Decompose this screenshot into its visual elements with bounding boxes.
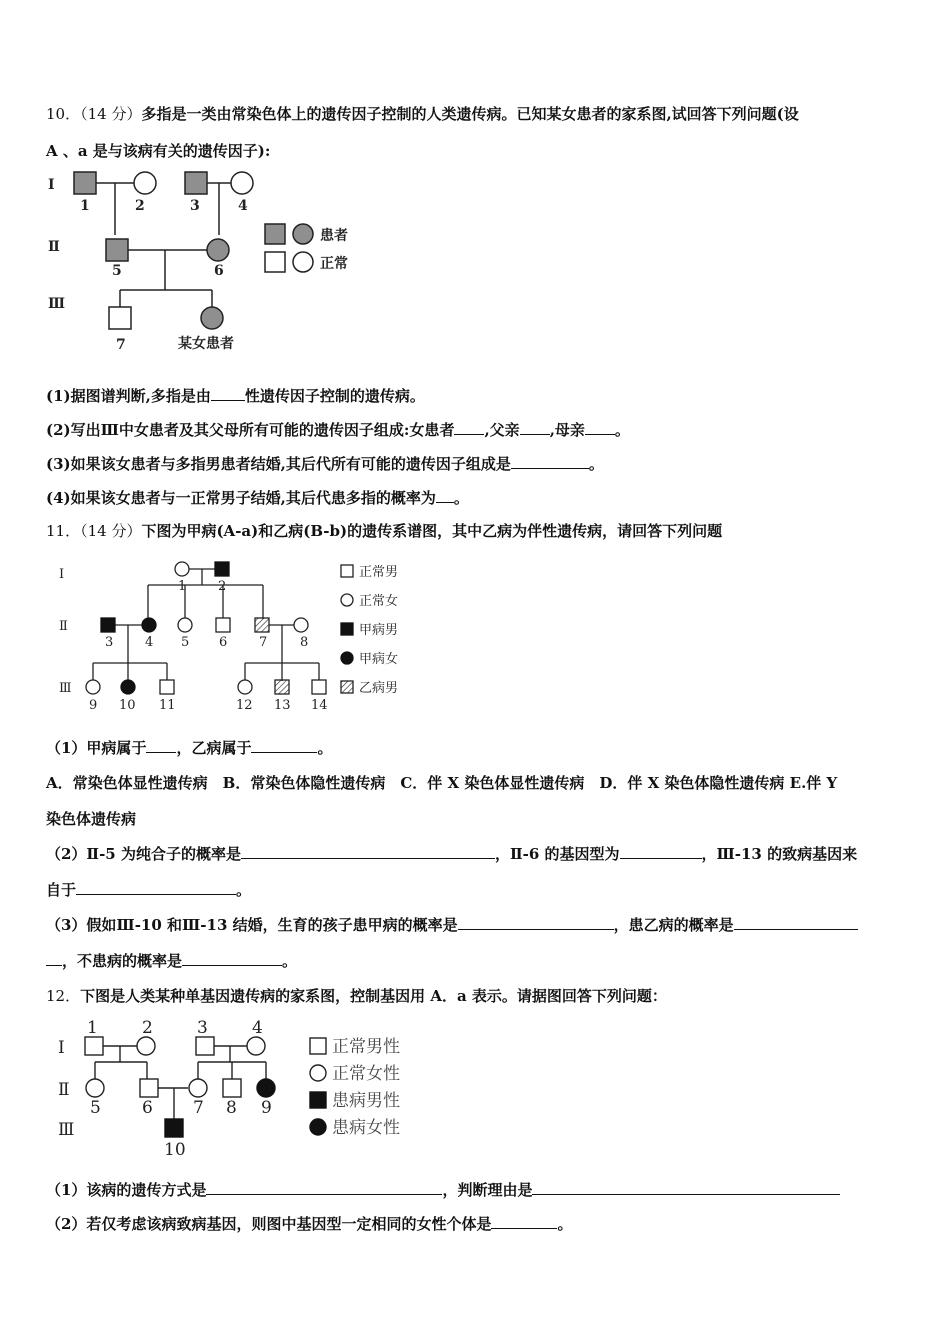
q12-individual-10-affected-male — [165, 1119, 183, 1137]
q10-sub2-blank-female[interactable] — [454, 420, 484, 435]
q11-stem-text: 下图为甲病(A-a)和乙病(B-b)的遗传系谱图，其中乙病为伴性遗传病，请回答下列问题 — [141, 522, 723, 540]
q12-id-9: 9 — [261, 1098, 272, 1118]
q11-individual-7-yi-male — [255, 618, 269, 632]
q12-individual-2-normal-female — [137, 1037, 155, 1055]
q11-legend-label-5: 乙病男 — [359, 681, 399, 696]
q11-individual-13-yi-male — [275, 680, 289, 694]
q11-legend-label-4: 甲病女 — [359, 652, 399, 667]
q11-sub3-text-c: ，不患病的概率是 — [62, 952, 183, 970]
q11-individual-10-jia-female — [121, 680, 135, 694]
q12-legend-label-4: 患病女性 — [332, 1118, 400, 1138]
q11-legend-label-1: 正常男 — [359, 565, 399, 580]
q11-sub2-text-c: ，Ⅲ-13 的致病基因来 — [701, 845, 858, 863]
q10-individual-7-normal-male — [109, 307, 131, 329]
q11-id-4: 4 — [145, 635, 154, 650]
q11-sub3-cont — [46, 950, 297, 971]
q11-individual-14-normal-male — [312, 680, 326, 694]
q11-id-13: 13 — [274, 698, 291, 713]
q12-individual-5-normal-female — [86, 1079, 104, 1097]
q10-sub3-blank[interactable] — [511, 454, 589, 469]
q11-individual-6-normal-male — [216, 618, 230, 632]
q11-sub2-cont — [46, 879, 251, 900]
q12-id-2: 2 — [142, 1018, 153, 1038]
q12-stem-text: 下图是人类某种单基因遗传病的家系图，控制基因用 A．a 表示。请据图回答下列问题： — [80, 987, 667, 1005]
q12-sub2-text-a: （2）若仅考虑该病致病基因，则图中基因型一定相同的女性个体是 — [46, 1215, 492, 1233]
q10-legend-normal-square — [265, 252, 285, 272]
q10-sub2 — [46, 419, 630, 440]
q11-id-12: 12 — [236, 698, 253, 713]
q11-legend-label-3: 甲病男 — [359, 623, 399, 638]
q12-id-3: 3 — [197, 1018, 208, 1038]
q10-number: 10． — [46, 105, 81, 123]
q10-sub2-text-c: ,母亲 — [549, 421, 585, 439]
q11-sub2-blank-genotype[interactable] — [620, 844, 702, 859]
q12-individual-6-normal-male — [140, 1079, 158, 1097]
q10-sub3-text-a: (3)如果该女患者与多指男患者结婚,其后代所有可能的遗传因子组成是 — [46, 455, 511, 473]
q11-sub1-blank-yi[interactable] — [251, 738, 317, 753]
q11-id-3: 3 — [105, 635, 114, 650]
q11-id-5: 5 — [181, 635, 190, 650]
q10-individual-2-normal-female — [134, 172, 156, 194]
q10-gen-label-1: Ⅰ — [48, 177, 55, 193]
q10-proband-affected-female — [201, 307, 223, 329]
q12-legend-normal-male-icon — [310, 1038, 326, 1054]
q11-sub3-blank-yi-cont[interactable] — [46, 951, 62, 966]
q11-legend-normal-male-icon — [341, 565, 353, 577]
q11-individual-8-normal-female — [294, 618, 308, 632]
q12-id-10: 10 — [164, 1140, 186, 1160]
q12-individual-4-normal-female — [247, 1037, 265, 1055]
q11-sub2 — [46, 843, 857, 864]
q12-individual-1-normal-male — [85, 1037, 103, 1055]
q10-sub3 — [46, 453, 604, 474]
q11-individual-3-jia-male — [101, 618, 115, 632]
q11-sub3-blank-yi[interactable] — [734, 915, 858, 930]
q10-stem-line1 — [46, 103, 799, 124]
q10-id-2: 2 — [135, 198, 145, 214]
q10-sub2-text-a: (2)写出Ⅲ中女患者及其父母所有可能的遗传因子组成:女患者 — [46, 421, 455, 439]
q12-legend-affected-female-icon — [310, 1119, 326, 1135]
q12-legend-label-3: 患病男性 — [332, 1091, 400, 1111]
q10-id-3: 3 — [190, 198, 200, 214]
q11-sub2-text-d: 自于 — [46, 881, 77, 899]
q11-sub2-text-b: ，Ⅱ-6 的基因型为 — [494, 845, 620, 863]
q12-pedigree-figure — [50, 1015, 420, 1160]
q12-number: 12． — [46, 987, 81, 1005]
q11-sub3 — [46, 914, 858, 935]
q10-id-6: 6 — [214, 263, 224, 279]
q12-individual-3-normal-male — [196, 1037, 214, 1055]
q10-legend-affected-circle — [293, 224, 313, 244]
q10-individual-1-affected-male — [74, 172, 96, 194]
q10-sub2-blank-mother[interactable] — [585, 420, 615, 435]
q11-sub1-text-b: ，乙病属于 — [176, 739, 252, 757]
q11-individual-2-jia-male — [215, 562, 229, 576]
q11-sub2-text-e: 。 — [236, 881, 252, 899]
q12-individual-7-normal-female — [189, 1079, 207, 1097]
q10-points: （14 分） — [80, 105, 142, 123]
q12-sub1 — [46, 1179, 840, 1200]
q12-sub1-text-a: （1）该病的遗传方式是 — [46, 1181, 207, 1199]
q10-legend-affected-label: 患者 — [320, 228, 348, 244]
q11-sub2-blank-source[interactable] — [76, 880, 236, 895]
q12-sub2-blank[interactable] — [491, 1214, 557, 1229]
q12-id-4: 4 — [252, 1018, 263, 1038]
q12-legend-affected-male-icon — [310, 1092, 326, 1108]
q10-individual-6-affected-female — [207, 239, 229, 261]
q12-individual-9-affected-female — [257, 1079, 275, 1097]
q12-id-6: 6 — [142, 1098, 153, 1118]
q12-stem — [46, 985, 667, 1006]
q11-gen-label-2: Ⅱ — [59, 619, 68, 634]
q10-gen-label-3: Ⅲ — [48, 296, 66, 312]
q11-legend-jia-female-icon — [341, 652, 353, 664]
q10-legend-normal-circle — [293, 252, 313, 272]
q11-sub1-text-a: （1）甲病属于 — [46, 739, 147, 757]
q10-id-1: 1 — [80, 198, 90, 214]
q11-id-14: 14 — [311, 698, 328, 713]
q11-individual-9-normal-female — [86, 680, 100, 694]
q11-individual-12-normal-female — [238, 680, 252, 694]
q11-sub1-blank-jia[interactable] — [146, 738, 176, 753]
q11-id-11: 11 — [159, 698, 176, 713]
q12-sub1-blank-mode[interactable] — [206, 1180, 442, 1195]
q10-pedigree-figure — [40, 165, 370, 360]
q11-individual-4-jia-female — [142, 618, 156, 632]
q12-sub2 — [46, 1213, 572, 1234]
q10-sub2-blank-father[interactable] — [520, 420, 550, 435]
q11-sub2-text-a: （2）Ⅱ-5 为纯合子的概率是 — [46, 845, 241, 863]
q11-sub3-text-b: ，患乙病的概率是 — [613, 916, 734, 934]
q12-id-5: 5 — [90, 1098, 101, 1118]
q11-individual-1-normal-female — [175, 562, 189, 576]
q11-sub1 — [46, 737, 332, 758]
q10-id-7: 7 — [116, 337, 126, 353]
q12-legend-label-2: 正常女性 — [332, 1064, 400, 1084]
q12-gen-label-1: Ⅰ — [58, 1038, 65, 1058]
q11-id-7: 7 — [259, 635, 268, 650]
q10-sub1 — [46, 385, 425, 406]
q10-sub2-text-b: ,父亲 — [484, 421, 520, 439]
q11-sub1-text-c: 。 — [317, 739, 333, 757]
q11-id-6: 6 — [219, 635, 228, 650]
q10-sub4-text-a: (4)如果该女患者与一正常男子结婚,其后代患多指的概率为 — [46, 489, 436, 507]
q11-options-line1: A．常染色体显性遗传病 B．常染色体隐性遗传病 C．伴 X 染色体显性遗传病 D．伴 X 染色体隐性遗传病 E.伴 Y — [46, 774, 838, 792]
q10-individual-5-affected-male — [106, 239, 128, 261]
q11-sub3-text-a: （3）假如Ⅲ-10 和Ⅲ-13 结婚，生育的孩子患甲病的概率是 — [46, 916, 458, 934]
q12-id-7: 7 — [193, 1098, 204, 1118]
q10-gen-label-2: Ⅱ — [48, 239, 60, 255]
q11-points: （14 分） — [80, 522, 142, 540]
q10-sub3-text-b: 。 — [588, 455, 604, 473]
q12-sub1-text-b: ，判断理由是 — [442, 1181, 533, 1199]
q11-sub2-blank-prob[interactable] — [241, 844, 495, 859]
q10-id-5: 5 — [112, 263, 122, 279]
q11-number: 11． — [46, 522, 81, 540]
q12-id-1: 1 — [87, 1018, 98, 1038]
q10-proband-label: 某女患者 — [178, 336, 234, 352]
q11-sub3-blank-jia[interactable] — [458, 915, 614, 930]
q10-sub1-blank[interactable] — [211, 386, 245, 401]
q11-legend-jia-male-icon — [341, 623, 353, 635]
q11-gen-label-3: Ⅲ — [59, 681, 72, 696]
q11-gen-label-1: Ⅰ — [59, 567, 65, 582]
q10-individual-4-normal-female — [231, 172, 253, 194]
q11-legend-label-2: 正常女 — [359, 594, 399, 609]
q11-id-10: 10 — [119, 698, 136, 713]
q11-pedigree-lines — [93, 569, 319, 681]
q11-pedigree-figure — [55, 555, 415, 715]
q12-sub1-blank-reason[interactable] — [532, 1180, 840, 1195]
q12-individual-8-normal-male — [223, 1079, 241, 1097]
q10-stem-text1: 多指是一类由常染色体上的遗传因子控制的人类遗传病。已知某女患者的家系图,试回答下列问题(设 — [141, 105, 799, 123]
q10-sub4-blank[interactable] — [436, 488, 454, 503]
q10-id-4: 4 — [238, 198, 248, 214]
q10-sub1-text-a: (1)据图谱判断,多指是由 — [46, 387, 211, 405]
q10-sub4-text-b: 。 — [453, 489, 469, 507]
q11-individual-5-normal-female — [178, 618, 192, 632]
q11-id-9: 9 — [89, 698, 98, 713]
q10-legend-normal-label: 正常 — [320, 256, 348, 272]
q10-individual-3-affected-male — [185, 172, 207, 194]
q12-gen-label-3: Ⅲ — [58, 1120, 75, 1140]
q10-legend-affected-square — [265, 224, 285, 244]
q11-id-2: 2 — [218, 579, 227, 594]
q11-legend-normal-female-icon — [341, 594, 353, 606]
q11-legend-yi-male-icon — [341, 681, 353, 693]
q11-individual-11-normal-male — [160, 680, 174, 694]
q12-id-8: 8 — [226, 1098, 237, 1118]
q11-sub3-blank-none[interactable] — [182, 951, 282, 966]
q10-sub2-text-d: 。 — [614, 421, 630, 439]
q11-sub3-text-d: 。 — [282, 952, 298, 970]
q12-sub2-text-b: 。 — [557, 1215, 573, 1233]
q10-sub1-text-b: 性遗传因子控制的遗传病。 — [244, 387, 425, 405]
q11-options-line2: 染色体遗传病 — [46, 810, 137, 828]
q11-id-1: 1 — [178, 579, 187, 594]
q12-legend-normal-female-icon — [310, 1065, 326, 1081]
q12-gen-label-2: Ⅱ — [58, 1080, 70, 1100]
q12-legend-label-1: 正常男性 — [332, 1037, 400, 1057]
q11-stem — [46, 520, 722, 541]
q10-stem-line2: A 、a 是与该病有关的遗传因子): — [46, 142, 271, 160]
q11-id-8: 8 — [300, 635, 309, 650]
q10-sub4 — [46, 487, 469, 508]
